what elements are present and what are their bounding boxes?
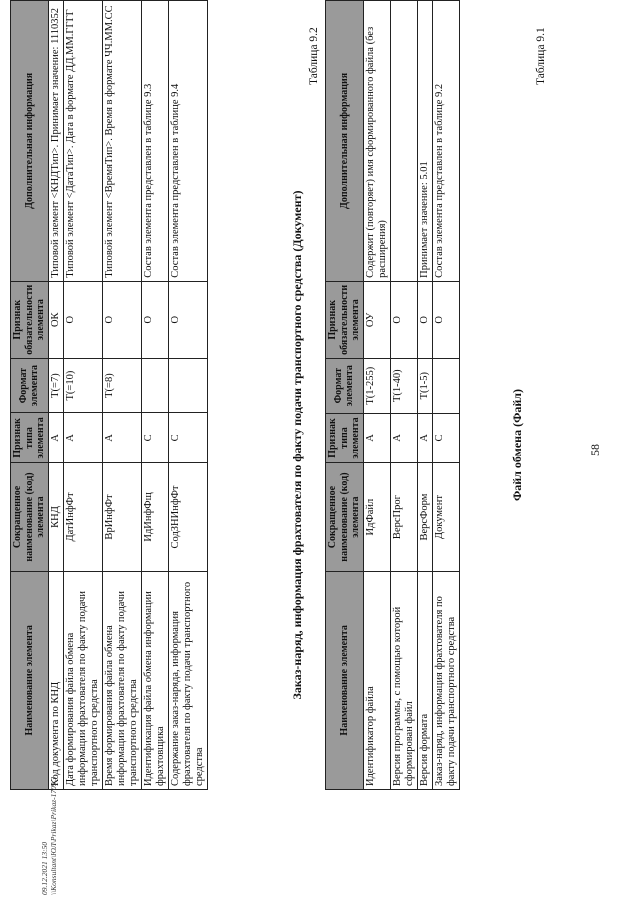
table-cell: ИдИнфФщ: [141, 463, 168, 571]
table-row: [169, 1, 208, 790]
table-cell: О: [169, 281, 208, 358]
table-cell: T(1-255): [363, 358, 390, 413]
table-cell: [141, 358, 168, 413]
table-cell: О: [417, 281, 432, 358]
table-cell: T(1-5): [417, 358, 432, 413]
table-cell: Идентификатор файла: [363, 571, 390, 789]
table-cell: T(=7): [48, 358, 63, 413]
table-cell: Документ: [432, 463, 459, 571]
table-cell: О: [432, 281, 459, 358]
table2-label: Таблица 9.2: [308, 27, 320, 85]
table-cell: T(1-40): [390, 358, 417, 413]
table-cell: Принимает значение: 5.01: [417, 1, 432, 282]
table-cell: Версия формата: [417, 571, 432, 789]
table1: [325, 0, 460, 790]
table2-caption: Заказ-наряд, информация фрахтователя по факту подачи транспортного средства (Документ): [290, 190, 304, 700]
table-cell: Идентификация файла обмена информации фрахтовщика: [141, 571, 168, 789]
table-cell: О: [390, 281, 417, 358]
table-cell: ОУ: [363, 281, 390, 358]
table-cell: Состав элемента представлен в таблице 9.3: [141, 1, 168, 282]
table-cell: Состав элемента представлен в таблице 9.2: [432, 1, 459, 282]
table-cell: Типовой элемент <ВремяТип>. Время в формате ЧЧ.ММ.СС: [102, 1, 141, 282]
table-cell: А: [63, 413, 102, 463]
footer-line2: \\Konsultant\ЮЛ\Prikaz\Prikaz-1709.3: [49, 776, 58, 895]
table2-header-row: [11, 1, 49, 790]
table-row: [390, 1, 417, 790]
table-cell: ИдФайл: [363, 463, 390, 571]
table-cell: ДатИнфФт: [63, 463, 102, 571]
table-cell: Код документа по КНД: [48, 571, 63, 789]
table1-header-cell: Сокращенное наименование (код) элемента: [326, 463, 364, 571]
table-row: [102, 1, 141, 790]
table-cell: ОК: [48, 281, 63, 358]
table-row: [417, 1, 432, 790]
table2-header-cell: Сокращенное наименование (код) элемента: [11, 463, 49, 571]
table-cell: СодЗНИнфФт: [169, 463, 208, 571]
table2: [10, 0, 208, 790]
table-row: [363, 1, 390, 790]
table-row: [48, 1, 63, 790]
table1-header-cell: Признак типа элемента: [326, 413, 364, 463]
table-cell: T(=10): [63, 358, 102, 413]
table1-header-cell: Формат элемента: [326, 358, 364, 413]
table-cell: Заказ-наряд, информация фрахтователя по факту подачи транспортного средства: [432, 571, 459, 789]
table-cell: С: [432, 413, 459, 463]
table-cell: О: [141, 281, 168, 358]
table-cell: ВерсФорм: [417, 463, 432, 571]
table-cell: Типовой элемент <КНДТип>. Принимает значение: 1110352: [48, 1, 63, 282]
table2-header-cell: Признак типа элемента: [11, 413, 49, 463]
table-cell: Содержит (повторяет) имя сформированного файла (без расширения): [363, 1, 390, 282]
table1-header-cell: Дополнительная информация: [326, 1, 364, 282]
table-cell: С: [169, 413, 208, 463]
table-cell: [390, 1, 417, 282]
table1-header-row: [326, 1, 364, 790]
table1-header-cell: Признак обязательности элемента: [326, 281, 364, 358]
footer-stamp: [40, 777, 58, 895]
table-cell: [169, 358, 208, 413]
table-row: [141, 1, 168, 790]
table-cell: Состав элемента представлен в таблице 9.4: [169, 1, 208, 282]
table-cell: ВрИнфФт: [102, 463, 141, 571]
table-cell: О: [63, 281, 102, 358]
table2-header-cell: Дополнительная информация: [11, 1, 49, 282]
table-row: [432, 1, 459, 790]
page-number: 58: [588, 444, 602, 456]
table-cell: О: [102, 281, 141, 358]
table-cell: ВерсПрог: [390, 463, 417, 571]
table2-header-cell: Наименование элемента: [11, 571, 49, 789]
table2-header-cell: Формат элемента: [11, 358, 49, 413]
table-cell: [432, 358, 459, 413]
table2-header-cell: Признак обязательности элемента: [11, 281, 49, 358]
table-cell: Содержание заказ-наряда, информация фрахтователя по факту подачи транспортного средства: [169, 571, 208, 789]
table-cell: Версия программы, с помощью которой сформирован файл: [390, 571, 417, 789]
table-row: [63, 1, 102, 790]
footer-line1: 09.12.2021 13:50: [40, 841, 49, 895]
table1-label: Таблица 9.1: [535, 27, 547, 85]
table-cell: А: [48, 413, 63, 463]
table1-header-cell: Наименование элемента: [326, 571, 364, 789]
table-cell: Типовой элемент <ДатаТип>. Дата в формате ДД.ММ.ГГГГ: [63, 1, 102, 282]
table-cell: А: [390, 413, 417, 463]
table-cell: T(=8): [102, 358, 141, 413]
table-cell: А: [102, 413, 141, 463]
table-cell: А: [363, 413, 390, 463]
table-cell: С: [141, 413, 168, 463]
table-cell: Время формирования файла обмена информации фрахтователя по факту подачи транспортного средства: [102, 571, 141, 789]
table1-caption: Файл обмена (Файл): [510, 388, 524, 502]
table-cell: Дата формирования файла обмена информации фрахтователя по факту подачи транспортного средства: [63, 571, 102, 789]
table-cell: А: [417, 413, 432, 463]
table-cell: КНД: [48, 463, 63, 571]
